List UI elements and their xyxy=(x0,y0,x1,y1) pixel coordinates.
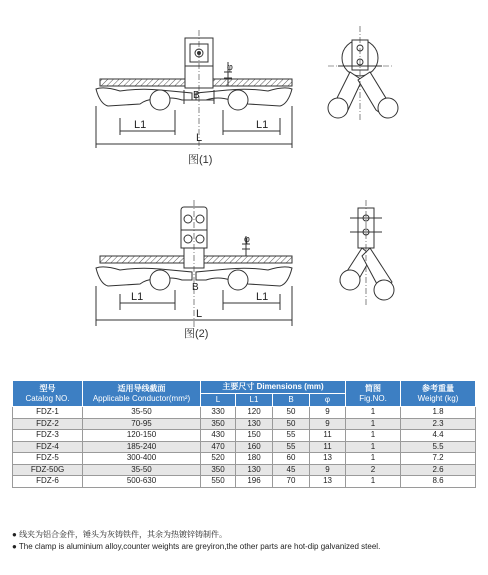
cell-L: 330 xyxy=(201,407,236,419)
header-dimensions: 主要尺寸 Dimensions (mm) xyxy=(201,381,346,394)
header-B: B xyxy=(273,394,310,407)
table-row xyxy=(13,418,476,430)
header-L: L xyxy=(201,394,236,407)
cell-fig: 1 xyxy=(346,476,401,488)
cell-fig: 1 xyxy=(346,441,401,453)
cell-L: 350 xyxy=(201,464,236,476)
cell-weight: 2.3 xyxy=(401,418,476,430)
cell-L: 520 xyxy=(201,453,236,465)
cell-B: 60 xyxy=(273,453,310,465)
cell-phi: 11 xyxy=(310,430,346,442)
fig2-label-L: L xyxy=(196,308,203,320)
cell-conductor: 300-400 xyxy=(83,453,201,465)
specification-table xyxy=(12,380,476,488)
table-row xyxy=(13,476,476,488)
table-body xyxy=(13,407,476,488)
cell-L1: 120 xyxy=(236,407,273,419)
cell-catalog: FDZ-6 xyxy=(13,476,83,488)
header-catalog: 型号 Catalog NO. xyxy=(13,381,83,407)
header-weight: 参考重量 Weight (kg) xyxy=(401,381,476,407)
header-conductor: 适用导线截面 Applicable Conductor(mm²) xyxy=(83,381,201,407)
cell-B: 55 xyxy=(273,441,310,453)
figure-2-caption: 图(2) xyxy=(184,328,209,340)
cell-weight: 7.2 xyxy=(401,453,476,465)
cell-conductor: 35-50 xyxy=(83,464,201,476)
cell-B: 50 xyxy=(273,418,310,430)
cell-L1: 196 xyxy=(236,476,273,488)
cell-L1: 160 xyxy=(236,441,273,453)
fig1-label-phi: φ xyxy=(227,62,233,72)
table-row xyxy=(13,453,476,465)
cell-conductor: 35-50 xyxy=(83,407,201,419)
cell-L1: 180 xyxy=(236,453,273,465)
header-phi: φ xyxy=(310,394,346,407)
table-row xyxy=(13,407,476,419)
cell-weight: 4.4 xyxy=(401,430,476,442)
table-row xyxy=(13,464,476,476)
fig2-label-L1-right: L1 xyxy=(256,291,269,303)
cell-phi: 9 xyxy=(310,418,346,430)
cell-L: 430 xyxy=(201,430,236,442)
cell-phi: 13 xyxy=(310,453,346,465)
cell-fig: 2 xyxy=(346,464,401,476)
material-notes xyxy=(12,529,380,553)
cell-catalog: FDZ-5 xyxy=(13,453,83,465)
cell-fig: 1 xyxy=(346,407,401,419)
header-fig: 简图 Fig.NO. xyxy=(346,381,401,407)
fig1-label-B: B xyxy=(193,90,200,101)
cell-conductor: 70-95 xyxy=(83,418,201,430)
cell-L1: 150 xyxy=(236,430,273,442)
cell-B: 70 xyxy=(273,476,310,488)
cell-conductor: 120-150 xyxy=(83,430,201,442)
fig2-label-phi: φ xyxy=(244,234,250,244)
cell-weight: 2.6 xyxy=(401,464,476,476)
table-row xyxy=(13,430,476,442)
figure-1-side-view xyxy=(328,26,398,120)
cell-L1: 130 xyxy=(236,464,273,476)
note-english: ● The clamp is aluminium alloy,counter weights are greyiron,the other parts are hot-dip galvanized steel. xyxy=(12,542,381,551)
fig1-label-L: L xyxy=(196,132,203,144)
cell-catalog: FDZ-2 xyxy=(13,418,83,430)
cell-fig: 1 xyxy=(346,453,401,465)
note-chinese: ● 线夹为铝合金件，锤头为灰铸铁件，其余为热镀锌铸制件。 xyxy=(12,530,228,539)
cell-conductor: 185-240 xyxy=(83,441,201,453)
cell-catalog: FDZ-50G xyxy=(13,464,83,476)
cell-L: 470 xyxy=(201,441,236,453)
cell-conductor: 500-630 xyxy=(83,476,201,488)
cell-phi: 9 xyxy=(310,407,346,419)
cell-L1: 130 xyxy=(236,418,273,430)
cell-weight: 1.8 xyxy=(401,407,476,419)
cell-catalog: FDZ-1 xyxy=(13,407,83,419)
cell-fig: 1 xyxy=(346,430,401,442)
cell-B: 45 xyxy=(273,464,310,476)
cell-phi: 13 xyxy=(310,476,346,488)
fig1-label-L1-right: L1 xyxy=(256,119,269,131)
figure-2-drawing xyxy=(96,200,292,328)
fig2-label-B: B xyxy=(192,282,199,293)
cell-fig: 1 xyxy=(346,418,401,430)
fig2-label-L1-left: L1 xyxy=(131,291,144,303)
cell-weight: 5.5 xyxy=(401,441,476,453)
figure-2-side-view xyxy=(340,200,394,306)
cell-B: 55 xyxy=(273,430,310,442)
note-english-text: The clamp is aluminium alloy,counter weights are greyiron,the other parts are hot-dip galvanized steel. xyxy=(18,542,381,551)
note-chinese-text: 线夹为铝合金件，锤头为灰铸铁件，其余为热镀锌铸制件。 xyxy=(19,530,228,539)
figure-1-caption: 图(1) xyxy=(188,154,213,166)
cell-phi: 9 xyxy=(310,464,346,476)
cell-phi: 11 xyxy=(310,441,346,453)
cell-catalog: FDZ-3 xyxy=(13,430,83,442)
table-header-row xyxy=(13,381,476,394)
cell-L: 350 xyxy=(201,418,236,430)
header-L1: L1 xyxy=(236,394,273,407)
cell-L: 550 xyxy=(201,476,236,488)
cell-catalog: FDZ-4 xyxy=(13,441,83,453)
cell-weight: 8.6 xyxy=(401,476,476,488)
cell-B: 50 xyxy=(273,407,310,419)
fig1-label-L1-left: L1 xyxy=(134,119,147,131)
table-row xyxy=(13,441,476,453)
